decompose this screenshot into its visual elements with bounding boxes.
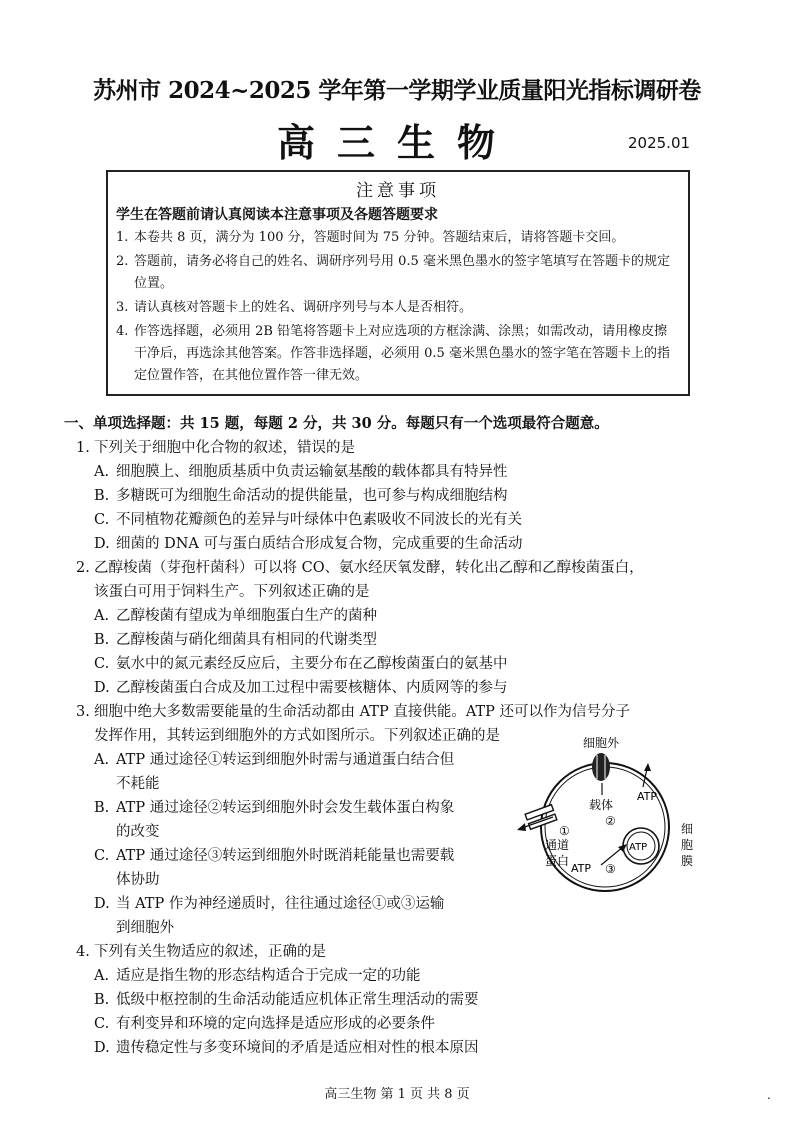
path-2-label: ② xyxy=(605,814,616,828)
option-label: C. xyxy=(94,848,110,864)
page-title: 苏州市 2024~2025 学年第一学期学业质量阳光指标调研卷 xyxy=(93,77,701,104)
option-label: A. xyxy=(94,752,110,768)
notice-intro: 学生在答题前请认真阅读本注意事项及各题答题要求 xyxy=(116,207,438,223)
option-text: 乙醇梭菌有望成为单细胞蛋白生产的菌种 xyxy=(116,608,377,624)
option-text: 多糖既可为细胞生命活动的提供能量，也可参与构成细胞结构 xyxy=(116,488,508,504)
notice-item xyxy=(116,297,680,319)
question-3-options xyxy=(64,748,504,940)
option-d xyxy=(94,532,704,556)
option-text: 乙醇梭菌蛋白合成及加工过程中需要核糖体、内质网等的参与 xyxy=(116,680,508,696)
question-text: 下列关于细胞中化合物的叙述，错误的是 xyxy=(94,440,355,456)
option-label: A. xyxy=(94,464,110,480)
notice-item-num: 3. xyxy=(116,300,129,315)
notice-box xyxy=(106,170,690,396)
option-text: 不同植物花瓣颜色的差异与叶绿体中色素吸收不同波长的光有关 xyxy=(116,512,522,528)
carrier-protein xyxy=(592,753,610,781)
option-label: D. xyxy=(94,536,110,552)
option-text-continued: 到细胞外 xyxy=(116,920,174,936)
option-label: C. xyxy=(94,1016,110,1032)
option-a xyxy=(94,748,504,772)
option-text-continued: 体协助 xyxy=(116,872,160,888)
option-c xyxy=(94,1012,704,1036)
option-a xyxy=(94,964,704,988)
option-text: ATP 通过途径②转运到细胞外时会发生载体蛋白构象 xyxy=(116,800,455,816)
option-text: 有利变异和环境的定向选择是适应形成的必要条件 xyxy=(116,1016,435,1032)
option-b xyxy=(94,628,704,652)
notice-item-text: 作答选择题，必须用 2B 铅笔将答题卡上对应选项的方框涂满、涂黑；如需改动，请用橡皮擦干净后，再选涂其他答案。作答非选择题，必须用 0.5 毫米黑色墨水的签字笔在答题卡上的指定位置作答，在其他位置作答一律无效。 xyxy=(134,324,670,383)
option-text: 低级中枢控制的生命活动能适应机体正常生理活动的需要 xyxy=(116,992,479,1008)
option-c xyxy=(94,508,704,532)
option-a xyxy=(94,604,704,628)
question-text: 乙醇梭菌（芽孢杆菌科）可以将 CO、氨水经厌氧发酵，转化出乙醇和乙醇梭菌蛋白， xyxy=(94,560,644,576)
notice-item xyxy=(116,227,680,249)
option-a xyxy=(94,460,704,484)
question-number: 3. xyxy=(76,704,90,720)
page-dot: . xyxy=(767,1088,771,1102)
question-2-stem xyxy=(76,556,704,580)
option-label: D. xyxy=(94,896,110,912)
option-label: A. xyxy=(94,608,110,624)
vesicle-arrowhead xyxy=(644,763,651,771)
notice-title: 注意事项 xyxy=(356,181,440,201)
membrane-label-1: 细 xyxy=(681,822,694,836)
subject-title: 高三生物 xyxy=(276,120,517,165)
option-c xyxy=(94,844,504,868)
question-1-stem xyxy=(76,436,704,460)
option-text: 细菌的 DNA 可与蛋白质结合形成复合物，完成重要的生命活动 xyxy=(116,536,523,552)
option-label: C. xyxy=(94,656,110,672)
notice-item-num: 1. xyxy=(116,230,129,245)
question-text: 下列有关生物适应的叙述，正确的是 xyxy=(94,944,326,960)
question-3-stem xyxy=(76,700,704,724)
option-b xyxy=(94,484,704,508)
notice-item-num: 2. xyxy=(116,254,129,269)
question-text-continued: 发挥作用，其转运到细胞外的方式如图所示。下列叙述正确的是 xyxy=(94,728,500,744)
option-text: ATP 通过途径③转运到细胞外时既消耗能量也需要载 xyxy=(116,848,455,864)
question-text-continued: 该蛋白可用于饲料生产。下列叙述正确的是 xyxy=(94,584,370,600)
question-number: 1. xyxy=(76,440,90,456)
option-text: 当 ATP 作为神经递质时，往往通过途径①或③运输 xyxy=(116,896,445,912)
option-text: 乙醇梭菌与硝化细菌具有相同的代谢类型 xyxy=(116,632,377,648)
option-text-continued: 不耗能 xyxy=(116,776,160,792)
exam-date: 2025.01 xyxy=(628,134,691,152)
option-d xyxy=(94,892,504,916)
notice-item-text: 请认真核对答题卡上的姓名、调研序列号与本人是否相符。 xyxy=(134,300,473,315)
option-text: 细胞膜上、细胞质基质中负责运输氨基酸的载体都具有特异性 xyxy=(116,464,508,480)
notice-item-num: 4. xyxy=(116,324,129,339)
atp-bottom-label: ATP xyxy=(571,862,592,875)
atp-vesicle-label: ATP xyxy=(629,842,648,853)
notice-item xyxy=(116,251,680,295)
notice-item xyxy=(116,321,680,387)
path-1-label: ① xyxy=(559,824,570,838)
question-number: 4. xyxy=(76,944,90,960)
path-3-label: ③ xyxy=(605,862,616,876)
question-number: 2. xyxy=(76,560,90,576)
path-1-arrowhead xyxy=(517,823,526,831)
option-label: A. xyxy=(94,968,110,984)
outside-label: 细胞外 xyxy=(583,736,620,750)
membrane-label-2: 胞 xyxy=(681,838,694,852)
question-4-stem xyxy=(76,940,704,964)
atp-transport-diagram xyxy=(505,735,705,895)
option-text: 遗传稳定性与多变环境间的矛盾是适应相对性的根本原因 xyxy=(116,1040,479,1056)
channel-label-1: 通道 xyxy=(545,838,570,852)
option-d xyxy=(94,676,704,700)
carrier-label: 载体 xyxy=(589,798,614,812)
option-label: B. xyxy=(94,488,110,504)
notice-item-text: 答题前，请务必将自己的姓名、调研序列号用 0.5 毫米黑色墨水的签字笔填写在答题卡的规定位置。 xyxy=(134,254,670,291)
question-text: 细胞中绝大多数需要能量的生命活动都由 ATP 直接供能。ATP 还可以作为信号分子 xyxy=(94,704,631,720)
option-c xyxy=(94,652,704,676)
option-text-continued: 的改变 xyxy=(116,824,160,840)
option-b xyxy=(94,796,504,820)
option-b xyxy=(94,988,704,1012)
membrane-label-3: 膜 xyxy=(681,854,694,868)
option-label: D. xyxy=(94,1040,110,1056)
option-label: B. xyxy=(94,800,110,816)
atp-outside-label: ATP xyxy=(637,790,658,803)
notice-item-text: 本卷共 8 页，满分为 100 分，答题时间为 75 分钟。答题结束后，请将答题卡交回。 xyxy=(134,230,625,245)
section-title: 一、单项选择题：共 15 题，每题 2 分，共 30 分。每题只有一个选项最符合题意。 xyxy=(64,415,609,432)
option-label: D. xyxy=(94,680,110,696)
option-label: B. xyxy=(94,632,110,648)
option-text: 氨水中的氮元素经反应后，主要分布在乙醇梭菌蛋白的氨基中 xyxy=(116,656,508,672)
option-label: C. xyxy=(94,512,110,528)
channel-label-2: 蛋白 xyxy=(545,854,570,868)
page-footer: 高三生物 第 1 页 共 8 页 xyxy=(324,1087,470,1102)
option-d xyxy=(94,1036,704,1060)
option-text: ATP 通过途径①转运到细胞外时需与通道蛋白结合但 xyxy=(116,752,455,768)
option-label: B. xyxy=(94,992,110,1008)
option-text: 适应是指生物的形态结构适合于完成一定的功能 xyxy=(116,968,421,984)
